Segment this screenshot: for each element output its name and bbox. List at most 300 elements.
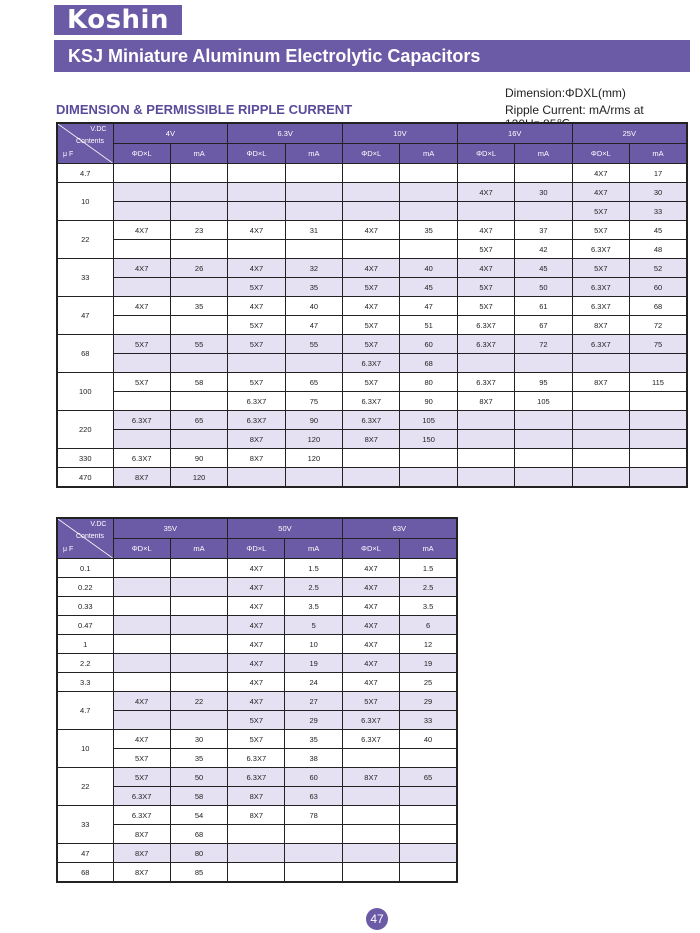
ripple-cell — [400, 468, 457, 488]
size-cell: 5X7 — [228, 278, 285, 297]
ripple-cell — [285, 825, 342, 844]
ripple-cell: 33 — [400, 711, 457, 730]
ripple-cell: 90 — [285, 411, 342, 430]
ripple-cell — [170, 673, 227, 692]
ripple-cell: 25 — [400, 673, 457, 692]
table-row — [57, 673, 457, 692]
table-row — [57, 863, 457, 883]
size-cell: 6.3X7 — [343, 411, 400, 430]
section-title: DIMENSION & PERMISSIBLE RIPPLE CURRENT — [56, 102, 353, 117]
ripple-cell — [515, 468, 572, 488]
ripple-cell — [630, 392, 687, 411]
capacitance-cell: 4.7 — [57, 164, 113, 183]
size-cell — [457, 354, 514, 373]
ripple-cell — [285, 468, 342, 488]
ripple-cell — [400, 863, 457, 883]
page-title-banner: KSJ Miniature Aluminum Electrolytic Capacitors — [54, 40, 690, 72]
size-cell: 4X7 — [343, 297, 400, 316]
size-cell — [457, 411, 514, 430]
size-cell: 6.3X7 — [113, 411, 170, 430]
size-cell: 4X7 — [343, 259, 400, 278]
ripple-cell: 58 — [170, 787, 227, 806]
table-row — [57, 392, 687, 411]
size-cell — [343, 240, 400, 259]
ripple-cell: 19 — [285, 654, 342, 673]
size-cell — [113, 202, 170, 221]
ripple-cell — [630, 449, 687, 468]
table-row — [57, 202, 687, 221]
capacitance-cell: 3.3 — [57, 673, 113, 692]
dxl-subheader: ΦD×L — [228, 539, 285, 559]
ripple-cell: 52 — [630, 259, 687, 278]
size-cell: 4X7 — [228, 597, 285, 616]
ripple-cell: 75 — [630, 335, 687, 354]
size-cell — [342, 844, 399, 863]
voltage-header: 6.3V — [228, 123, 343, 144]
capacitance-cell: 0.33 — [57, 597, 113, 616]
size-cell: 5X7 — [457, 297, 514, 316]
ripple-cell: 72 — [515, 335, 572, 354]
ripple-cell: 47 — [400, 297, 457, 316]
ripple-cell: 35 — [170, 297, 227, 316]
size-cell: 4X7 — [457, 221, 514, 240]
ripple-cell — [170, 202, 227, 221]
dxl-subheader: ΦD×L — [457, 144, 514, 164]
ma-subheader: mA — [170, 144, 227, 164]
size-cell — [457, 202, 514, 221]
ripple-cell: 80 — [170, 844, 227, 863]
dxl-subheader: ΦD×L — [572, 144, 629, 164]
ripple-cell: 40 — [400, 730, 457, 749]
size-cell — [228, 844, 285, 863]
ripple-cell: 55 — [285, 335, 342, 354]
size-cell — [572, 392, 629, 411]
capacitance-cell: 2.2 — [57, 654, 113, 673]
size-cell: 6.3X7 — [572, 335, 629, 354]
ripple-cell: 50 — [515, 278, 572, 297]
size-cell — [343, 449, 400, 468]
ripple-cell — [400, 844, 457, 863]
ripple-cell: 31 — [285, 221, 342, 240]
table-row — [57, 825, 457, 844]
ripple-cell: 47 — [285, 316, 342, 335]
size-cell: 5X7 — [572, 221, 629, 240]
size-cell — [113, 354, 170, 373]
ripple-cell: 75 — [285, 392, 342, 411]
size-cell: 6.3X7 — [343, 354, 400, 373]
size-cell: 4X7 — [113, 297, 170, 316]
ripple-cell: 3.5 — [400, 597, 457, 616]
ripple-cell: 6 — [400, 616, 457, 635]
size-cell: 4X7 — [228, 635, 285, 654]
size-cell: 8X7 — [113, 863, 170, 883]
table-row — [57, 316, 687, 335]
uf-label: μ F — [63, 546, 74, 553]
ripple-cell — [285, 240, 342, 259]
size-cell: 6.3X7 — [572, 278, 629, 297]
size-cell: 8X7 — [457, 392, 514, 411]
table-row — [57, 730, 457, 749]
size-cell — [113, 616, 170, 635]
size-cell — [457, 164, 514, 183]
size-cell: 5X7 — [228, 711, 285, 730]
size-cell — [457, 430, 514, 449]
ripple-cell: 1.5 — [400, 559, 457, 578]
size-cell: 4X7 — [113, 221, 170, 240]
capacitance-cell: 0.22 — [57, 578, 113, 597]
ripple-cell: 60 — [630, 278, 687, 297]
size-cell — [113, 183, 170, 202]
size-cell — [572, 449, 629, 468]
ripple-cell: 45 — [515, 259, 572, 278]
table-row — [57, 411, 687, 430]
voltage-header: 63V — [342, 518, 457, 539]
ripple-cell — [170, 654, 227, 673]
table-row — [57, 297, 687, 316]
ripple-cell — [400, 202, 457, 221]
ripple-cell — [170, 354, 227, 373]
ripple-cell — [400, 787, 457, 806]
ripple-cell: 45 — [400, 278, 457, 297]
ripple-cell — [170, 240, 227, 259]
ripple-cell: 85 — [170, 863, 227, 883]
subheader-row — [57, 144, 687, 164]
size-cell: 5X7 — [342, 692, 399, 711]
ripple-cell — [170, 635, 227, 654]
uf-label: μ F — [63, 151, 74, 158]
size-cell: 5X7 — [228, 373, 285, 392]
dimension-note: Dimension:ΦDXL(mm) — [505, 86, 626, 100]
size-cell: 6.3X7 — [572, 240, 629, 259]
size-cell — [228, 468, 285, 488]
size-cell: 5X7 — [457, 278, 514, 297]
size-cell: 6.3X7 — [457, 335, 514, 354]
capacitance-cell: 4.7 — [57, 692, 113, 730]
size-cell: 4X7 — [457, 183, 514, 202]
capacitance-cell: 330 — [57, 449, 113, 468]
ripple-cell — [285, 844, 342, 863]
ripple-cell: 2.5 — [400, 578, 457, 597]
voltage-header: 16V — [457, 123, 572, 144]
size-cell: 8X7 — [113, 825, 170, 844]
ma-subheader: mA — [630, 144, 687, 164]
ripple-cell: 95 — [515, 373, 572, 392]
size-cell: 5X7 — [113, 749, 170, 768]
size-cell: 4X7 — [228, 221, 285, 240]
ripple-cell — [400, 825, 457, 844]
size-cell: 6.3X7 — [228, 411, 285, 430]
ripple-cell — [630, 468, 687, 488]
size-cell — [113, 278, 170, 297]
size-cell: 4X7 — [228, 654, 285, 673]
ripple-note: Ripple Current: mA/rms at — [505, 103, 644, 117]
size-cell — [343, 202, 400, 221]
ripple-cell — [170, 430, 227, 449]
size-cell — [113, 559, 170, 578]
ripple-cell — [400, 749, 457, 768]
capacitance-cell: 0.47 — [57, 616, 113, 635]
ripple-cell — [400, 183, 457, 202]
vdc-label: V.DC — [90, 126, 107, 133]
size-cell: 4X7 — [228, 616, 285, 635]
ripple-cell — [285, 202, 342, 221]
ripple-cell: 65 — [285, 373, 342, 392]
page-number: 47 — [366, 908, 388, 930]
size-cell: 6.3X7 — [113, 787, 170, 806]
size-cell: 8X7 — [113, 844, 170, 863]
ripple-cell — [400, 164, 457, 183]
ripple-cell — [285, 354, 342, 373]
ripple-cell: 60 — [400, 335, 457, 354]
capacitance-cell: 10 — [57, 730, 113, 768]
ripple-cell: 105 — [515, 392, 572, 411]
ripple-cell: 22 — [170, 692, 227, 711]
ripple-cell: 105 — [400, 411, 457, 430]
contents-label: Contents — [76, 138, 105, 145]
ripple-cell — [515, 354, 572, 373]
ripple-cell — [170, 164, 227, 183]
ripple-cell: 17 — [630, 164, 687, 183]
dxl-subheader: ΦD×L — [113, 144, 170, 164]
voltage-header-row — [57, 123, 687, 144]
ripple-cell: 68 — [400, 354, 457, 373]
size-cell: 5X7 — [113, 335, 170, 354]
ripple-cell — [630, 411, 687, 430]
capacitance-cell: 1 — [57, 635, 113, 654]
size-cell: 6.3X7 — [342, 711, 399, 730]
dxl-subheader: ΦD×L — [113, 539, 170, 559]
voltage-header-row — [57, 518, 457, 539]
size-cell: 4X7 — [228, 578, 285, 597]
capacitance-cell: 220 — [57, 411, 113, 449]
size-cell — [113, 654, 170, 673]
ripple-cell: 19 — [400, 654, 457, 673]
size-cell: 6.3X7 — [457, 316, 514, 335]
table-row — [57, 692, 457, 711]
size-cell: 4X7 — [572, 183, 629, 202]
capacitance-cell: 10 — [57, 183, 113, 221]
capacitance-cell: 0.1 — [57, 559, 113, 578]
table-row — [57, 278, 687, 297]
size-cell: 4X7 — [343, 221, 400, 240]
size-cell: 5X7 — [228, 316, 285, 335]
size-cell: 4X7 — [342, 673, 399, 692]
ripple-cell: 33 — [630, 202, 687, 221]
ripple-cell — [400, 449, 457, 468]
capacitance-cell: 470 — [57, 468, 113, 488]
size-cell: 6.3X7 — [342, 730, 399, 749]
ripple-cell: 30 — [515, 183, 572, 202]
ripple-cell: 24 — [285, 673, 342, 692]
subheader-row — [57, 539, 457, 559]
size-cell — [228, 164, 285, 183]
ripple-cell: 35 — [285, 730, 342, 749]
size-cell: 4X7 — [228, 559, 285, 578]
ripple-cell — [515, 411, 572, 430]
size-cell — [572, 468, 629, 488]
table-row — [57, 749, 457, 768]
size-cell — [113, 316, 170, 335]
ripple-cell: 150 — [400, 430, 457, 449]
table-row — [57, 430, 687, 449]
ripple-cell — [515, 430, 572, 449]
size-cell: 8X7 — [228, 449, 285, 468]
size-cell — [228, 825, 285, 844]
table-row — [57, 806, 457, 825]
corner-header-cell — [57, 518, 113, 559]
table-row — [57, 711, 457, 730]
ripple-cell: 78 — [285, 806, 342, 825]
voltage-header: 25V — [572, 123, 687, 144]
size-cell: 4X7 — [228, 297, 285, 316]
table-row — [57, 335, 687, 354]
size-cell: 8X7 — [572, 316, 629, 335]
table-row — [57, 635, 457, 654]
ripple-table-low-voltage — [56, 122, 688, 488]
table-row — [57, 787, 457, 806]
ripple-cell — [170, 616, 227, 635]
ripple-cell — [170, 392, 227, 411]
ripple-cell: 50 — [170, 768, 227, 787]
table-row — [57, 259, 687, 278]
table-row — [57, 183, 687, 202]
dxl-subheader: ΦD×L — [343, 144, 400, 164]
ripple-cell: 68 — [170, 825, 227, 844]
ma-subheader: mA — [515, 144, 572, 164]
size-cell: 6.3X7 — [228, 768, 285, 787]
table-row — [57, 240, 687, 259]
corner-header-cell — [57, 123, 113, 164]
capacitance-cell: 68 — [57, 335, 113, 373]
size-cell: 4X7 — [228, 673, 285, 692]
size-cell — [113, 164, 170, 183]
ripple-cell: 29 — [285, 711, 342, 730]
table-row — [57, 221, 687, 240]
ripple-cell: 2.5 — [285, 578, 342, 597]
table-row — [57, 468, 687, 488]
ripple-cell: 65 — [170, 411, 227, 430]
ripple-cell: 120 — [170, 468, 227, 488]
size-cell: 4X7 — [113, 692, 170, 711]
size-cell: 8X7 — [228, 787, 285, 806]
size-cell: 5X7 — [572, 202, 629, 221]
size-cell — [457, 468, 514, 488]
size-cell — [228, 240, 285, 259]
size-cell — [343, 183, 400, 202]
size-cell: 5X7 — [343, 316, 400, 335]
ripple-cell — [400, 240, 457, 259]
size-cell: 4X7 — [342, 559, 399, 578]
ripple-cell: 60 — [285, 768, 342, 787]
size-cell: 5X7 — [343, 335, 400, 354]
ripple-cell — [170, 316, 227, 335]
size-cell: 6.3X7 — [457, 373, 514, 392]
size-cell: 5X7 — [343, 373, 400, 392]
size-cell: 5X7 — [457, 240, 514, 259]
size-cell — [342, 863, 399, 883]
size-cell — [113, 635, 170, 654]
capacitance-cell: 47 — [57, 297, 113, 335]
table-row — [57, 597, 457, 616]
table-row — [57, 354, 687, 373]
table-row — [57, 616, 457, 635]
ripple-cell: 90 — [400, 392, 457, 411]
ripple-cell: 55 — [170, 335, 227, 354]
ripple-cell: 45 — [630, 221, 687, 240]
table-row — [57, 559, 457, 578]
size-cell: 6.3X7 — [113, 806, 170, 825]
ripple-cell — [170, 597, 227, 616]
ripple-cell: 29 — [400, 692, 457, 711]
table-row — [57, 768, 457, 787]
ripple-cell: 58 — [170, 373, 227, 392]
size-cell: 4X7 — [342, 635, 399, 654]
size-cell — [343, 164, 400, 183]
table-row — [57, 844, 457, 863]
size-cell — [113, 711, 170, 730]
size-cell — [228, 183, 285, 202]
ripple-cell: 120 — [285, 449, 342, 468]
ripple-cell: 54 — [170, 806, 227, 825]
ripple-cell — [170, 183, 227, 202]
ripple-cell — [515, 449, 572, 468]
ripple-cell: 51 — [400, 316, 457, 335]
size-cell: 8X7 — [228, 806, 285, 825]
ma-subheader: mA — [400, 539, 457, 559]
ripple-cell: 5 — [285, 616, 342, 635]
size-cell — [113, 240, 170, 259]
ripple-cell: 67 — [515, 316, 572, 335]
ripple-cell: 80 — [400, 373, 457, 392]
size-cell: 6.3X7 — [228, 749, 285, 768]
size-cell — [113, 430, 170, 449]
ripple-cell — [170, 278, 227, 297]
size-cell: 5X7 — [113, 768, 170, 787]
size-cell: 5X7 — [572, 259, 629, 278]
capacitance-cell: 68 — [57, 863, 113, 883]
ripple-cell — [630, 430, 687, 449]
size-cell — [113, 673, 170, 692]
ripple-cell: 35 — [285, 278, 342, 297]
ripple-cell: 120 — [285, 430, 342, 449]
dxl-subheader: ΦD×L — [342, 539, 399, 559]
size-cell: 6.3X7 — [343, 392, 400, 411]
ripple-cell: 32 — [285, 259, 342, 278]
capacitance-cell: 33 — [57, 259, 113, 297]
ripple-cell: 40 — [400, 259, 457, 278]
size-cell: 6.3X7 — [228, 392, 285, 411]
capacitance-cell: 100 — [57, 373, 113, 411]
ripple-cell: 38 — [285, 749, 342, 768]
capacitance-cell: 33 — [57, 806, 113, 844]
ripple-cell: 3.5 — [285, 597, 342, 616]
table-row — [57, 578, 457, 597]
contents-label: Contents — [76, 533, 105, 540]
size-cell: 4X7 — [572, 164, 629, 183]
capacitance-cell: 22 — [57, 768, 113, 806]
size-cell — [228, 202, 285, 221]
table-row — [57, 164, 687, 183]
ripple-cell: 35 — [170, 749, 227, 768]
ripple-cell: 12 — [400, 635, 457, 654]
table-row — [57, 654, 457, 673]
ripple-cell: 63 — [285, 787, 342, 806]
size-cell: 8X7 — [343, 430, 400, 449]
table-row — [57, 449, 687, 468]
ripple-cell: 42 — [515, 240, 572, 259]
size-cell: 8X7 — [113, 468, 170, 488]
size-cell: 4X7 — [342, 654, 399, 673]
